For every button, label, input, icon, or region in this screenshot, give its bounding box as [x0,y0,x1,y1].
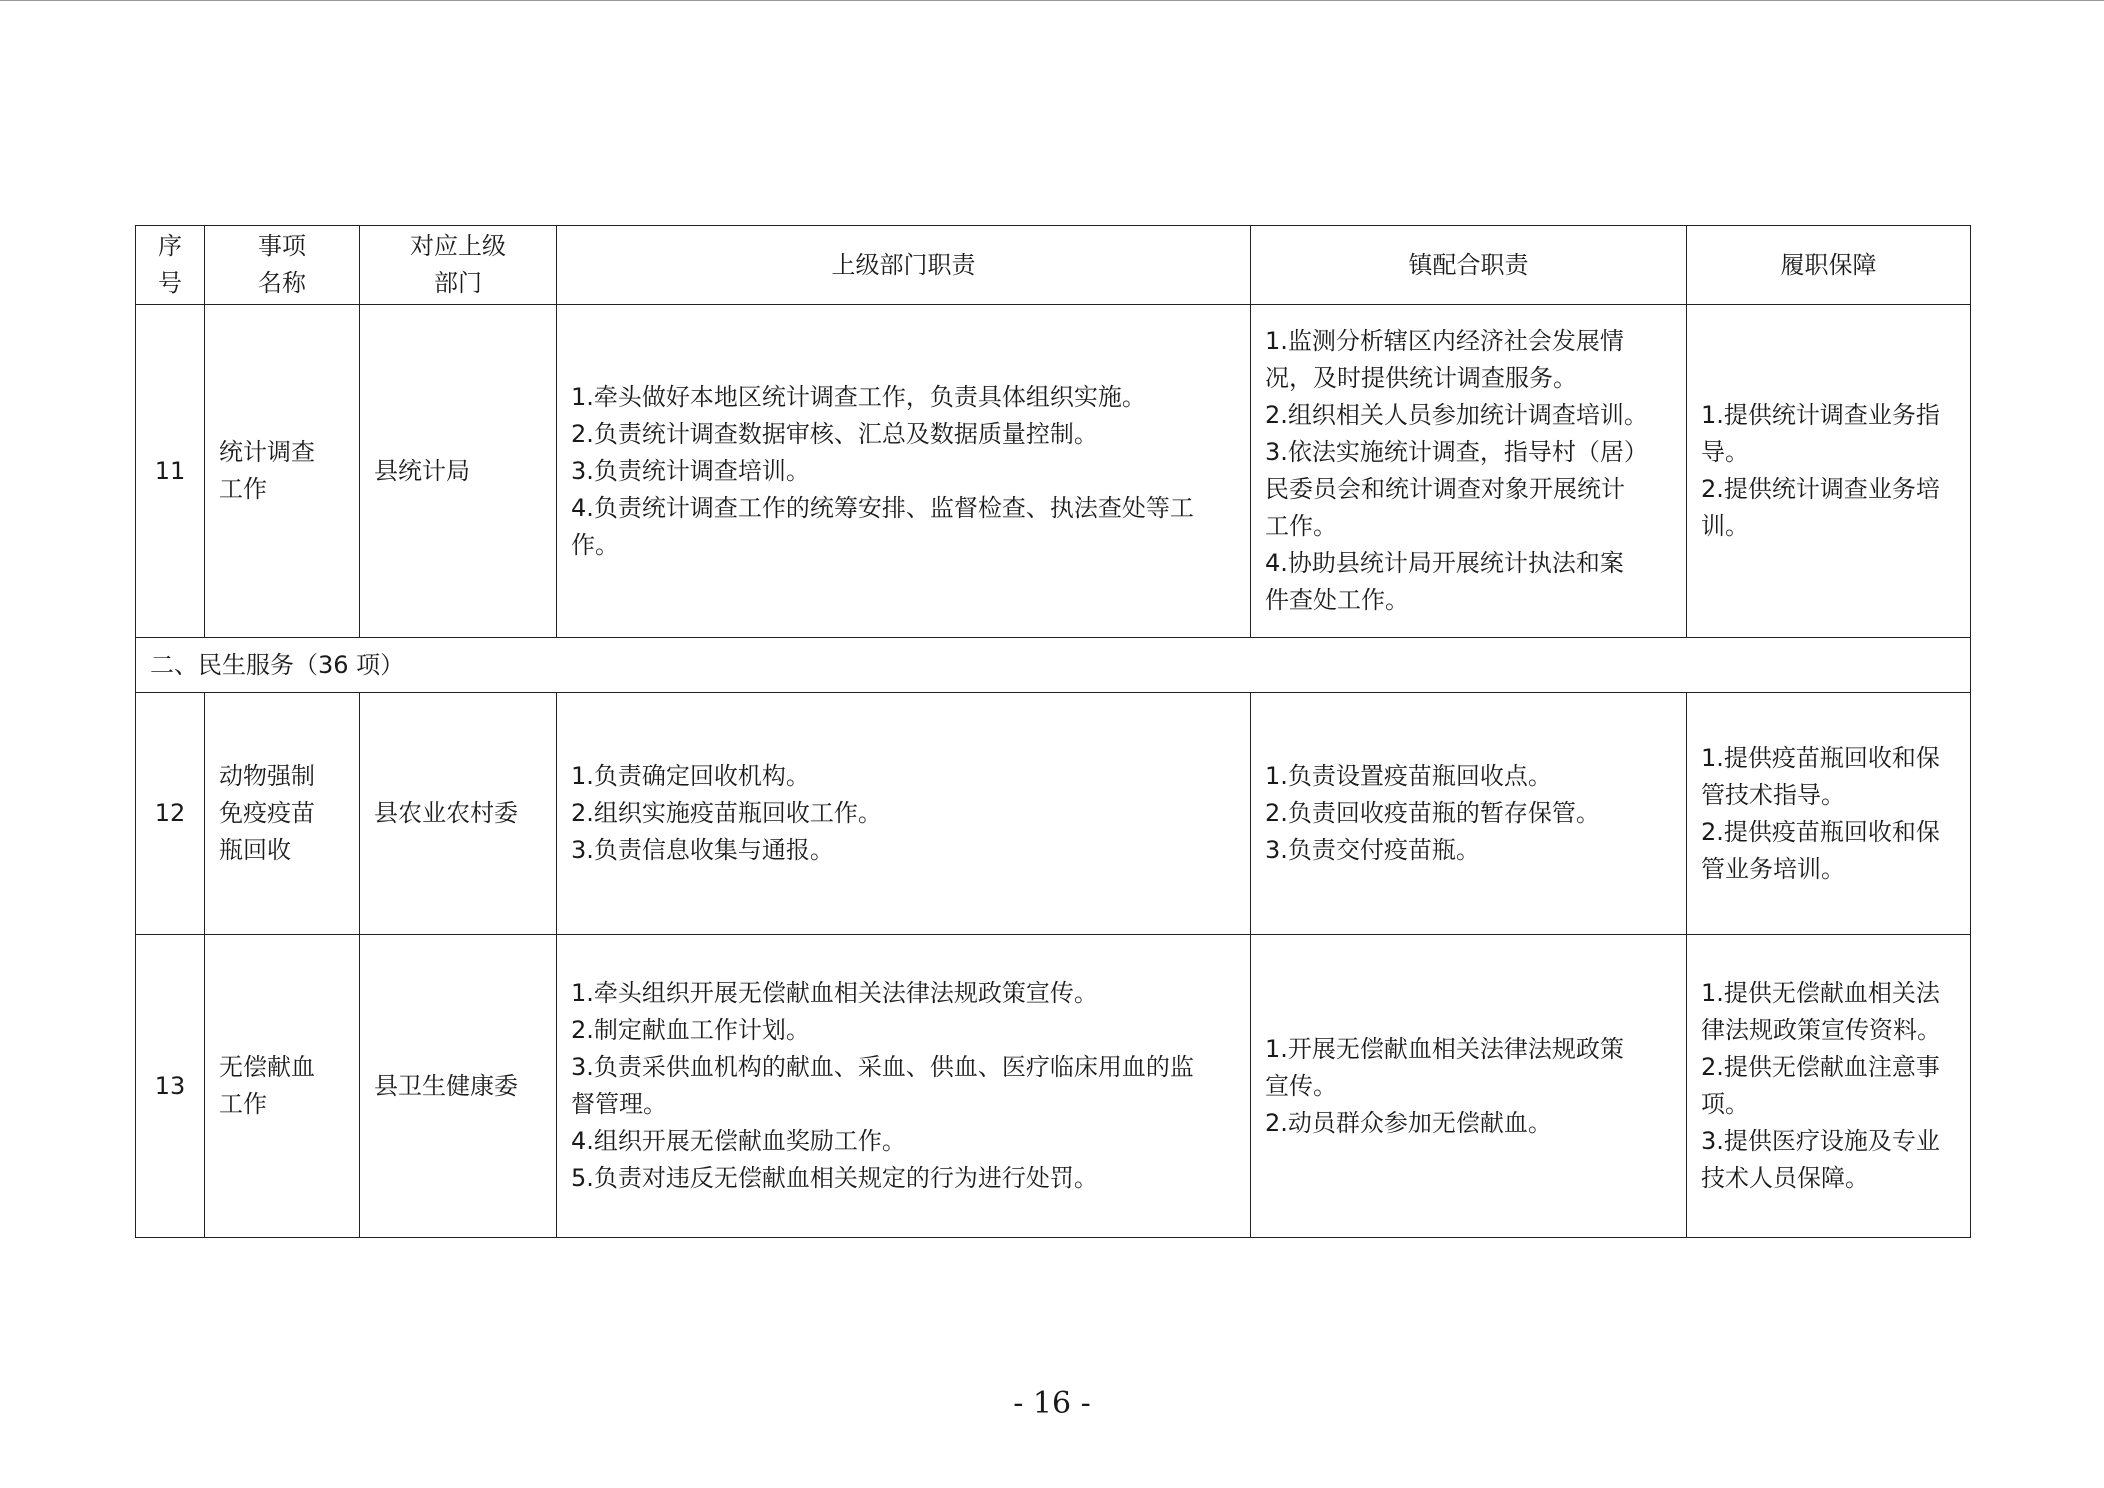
text-line: 律法规政策宣传资料。 [1701,1016,1941,1044]
top-border-line [0,0,2104,1]
row-dept: 县卫生健康委 [360,935,557,1238]
header-dept-line: 部门 [434,269,482,297]
text-line: 2.提供统计调查业务培 [1701,475,1940,503]
text-line: 件查处工作。 [1265,586,1409,614]
text-line: 3.提供医疗设施及专业 [1701,1127,1940,1155]
text-line: 况，及时提供统计调查服务。 [1265,364,1577,392]
row-item-name [205,305,360,638]
text-line: 技术人员保障。 [1701,1164,1869,1192]
text-line: 1.提供无偿献血相关法 [1701,979,1940,1007]
text-line: 4.负责统计调查工作的统筹安排、监督检查、执法查处等工 [571,493,1194,522]
text-line: 工作 [219,1090,267,1118]
text-line: 5.负责对违反无偿献血相关规定的行为进行处罚。 [571,1164,1098,1192]
row-upper-duty [557,693,1251,935]
row-seq: 11 [136,305,205,638]
text-line: 导。 [1701,438,1749,466]
row-guarantee [1687,693,1971,935]
text-line: 3.负责交付疫苗瓶。 [1265,836,1480,864]
text-line: 管技术指导。 [1701,780,1845,809]
text-line: 1.监测分析辖区内经济社会发展情 [1265,327,1624,355]
header-item-line: 事项 [258,232,306,260]
section-title: 二、民生服务（36 项） [136,638,1971,693]
table-row-13 [136,935,1971,1238]
text-line: 统计调查 [219,438,315,466]
text-line: 1.负责确定回收机构。 [571,762,810,790]
text-line: 2.负责回收疫苗瓶的暂存保管。 [1265,799,1600,827]
text-line: 2.组织相关人员参加统计调查培训。 [1265,401,1648,429]
text-line: 3.依法实施统计调查，指导村（居） [1265,438,1648,466]
text-line: 4.组织开展无偿献血奖励工作。 [571,1127,906,1155]
text-line: 3.负责信息收集与通报。 [571,836,834,864]
text-line: 1.牵头做好本地区统计调查工作，负责具体组织实施。 [571,382,1146,411]
table-row-11 [136,305,1971,638]
text-line: 作。 [571,530,619,559]
duty-table [135,225,1971,1238]
text-line: 1.提供统计调查业务指 [1701,401,1940,429]
row-town-duty [1251,935,1687,1238]
text-line: 训。 [1701,512,1749,540]
row-town-duty [1251,693,1687,935]
text-line: 1.负责设置疫苗瓶回收点。 [1265,762,1552,790]
header-seq-line: 序 [158,232,182,260]
row-guarantee [1687,935,1971,1238]
row-item-name [205,693,360,935]
header-upper-duty: 上级部门职责 [557,226,1251,305]
row-town-duty [1251,305,1687,638]
page-number: - 16 - [1013,1386,1091,1421]
header-dept [360,226,557,305]
text-line: 瓶回收 [219,836,291,864]
header-town-duty: 镇配合职责 [1251,226,1687,305]
text-line: 2.提供无偿献血注意事 [1701,1053,1940,1081]
text-line: 民委员会和统计调查对象开展统计 [1265,475,1625,503]
row-upper-duty [557,935,1251,1238]
text-line: 2.组织实施疫苗瓶回收工作。 [571,799,882,827]
table-row-12 [136,693,1971,935]
row-item-name [205,935,360,1238]
header-item-line: 名称 [258,269,306,297]
text-line: 2.制定献血工作计划。 [571,1016,810,1044]
text-line: 无偿献血 [219,1053,315,1081]
text-line: 免疫疫苗 [219,799,315,827]
header-seq-line: 号 [158,269,182,297]
text-line: 2.动员群众参加无偿献血。 [1265,1108,1552,1137]
header-seq [136,226,205,305]
text-line: 2.提供疫苗瓶回收和保 [1701,817,1940,846]
text-line: 项。 [1701,1090,1749,1118]
section-row [136,638,1971,693]
text-line: 1.提供疫苗瓶回收和保 [1701,743,1940,772]
text-line: 2.负责统计调查数据审核、汇总及数据质量控制。 [571,419,1098,448]
row-dept: 县农业农村委 [360,693,557,935]
text-line: 1.牵头组织开展无偿献血相关法律法规政策宣传。 [571,979,1098,1007]
text-line: 工作 [219,475,267,503]
header-guarantee: 履职保障 [1687,226,1971,305]
row-seq: 13 [136,935,205,1238]
text-line: 工作。 [1265,512,1337,540]
text-line: 1.开展无偿献血相关法律法规政策 [1265,1034,1624,1063]
text-line: 动物强制 [219,762,315,790]
row-dept: 县统计局 [360,305,557,638]
text-line: 督管理。 [571,1090,667,1118]
text-line: 3.负责统计调查培训。 [571,456,810,485]
row-seq: 12 [136,693,205,935]
text-line: 管业务培训。 [1701,854,1845,883]
header-item [205,226,360,305]
row-guarantee [1687,305,1971,638]
header-dept-line: 对应上级 [410,232,506,260]
text-line: 3.负责采供血机构的献血、采血、供血、医疗临床用血的监 [571,1053,1194,1081]
text-line: 4.协助县统计局开展统计执法和案 [1265,549,1624,577]
text-line: 宣传。 [1265,1071,1337,1100]
row-upper-duty [557,305,1251,638]
header-row [136,226,1971,305]
